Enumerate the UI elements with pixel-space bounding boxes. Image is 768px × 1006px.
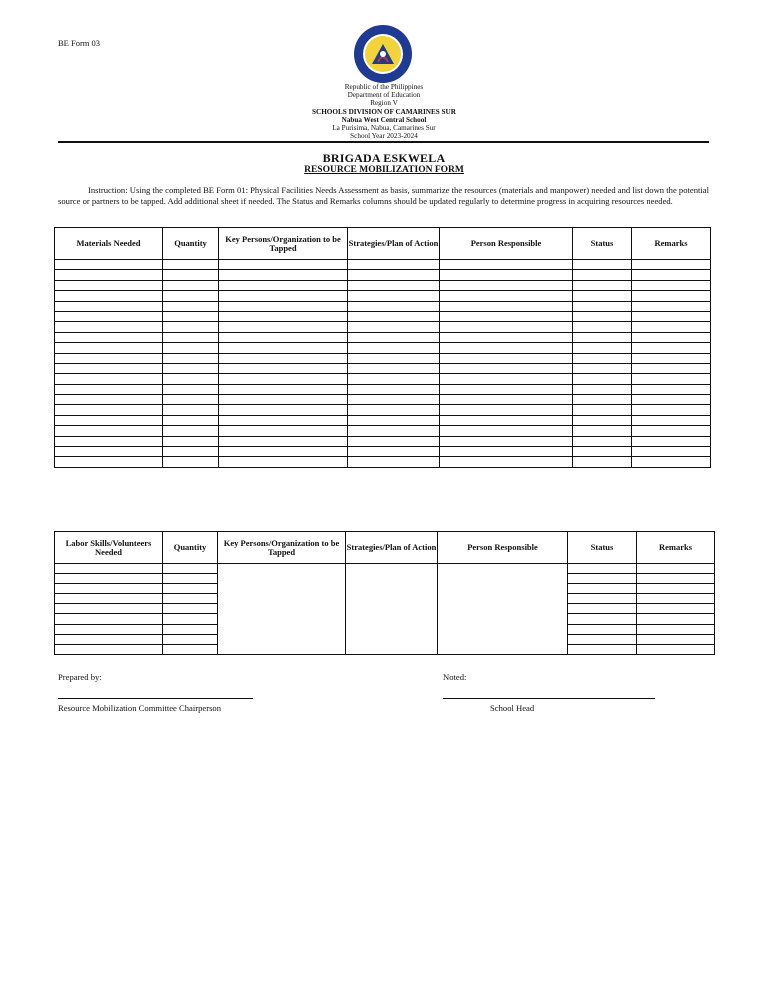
table-cell[interactable] (219, 363, 348, 373)
table-cell[interactable] (55, 574, 163, 584)
table-cell[interactable] (163, 624, 218, 634)
table-cell[interactable] (348, 343, 440, 353)
table-cell[interactable] (163, 634, 218, 644)
table-cell[interactable] (632, 363, 711, 373)
table-row (55, 301, 711, 311)
table-cell[interactable] (219, 270, 348, 280)
table-row (55, 405, 711, 415)
table-cell[interactable] (55, 384, 163, 394)
table-cell[interactable] (219, 353, 348, 363)
table-row (55, 457, 711, 467)
table-cell[interactable] (568, 594, 637, 604)
table-cell[interactable] (348, 270, 440, 280)
table-cell[interactable] (55, 332, 163, 342)
table-cell[interactable] (55, 644, 163, 654)
table-row (55, 363, 711, 373)
header-division: SCHOOLS DIVISION OF CAMARINES SUR (312, 107, 456, 116)
table-cell[interactable] (440, 436, 573, 446)
labor-table (54, 531, 715, 655)
table-cell[interactable] (163, 301, 219, 311)
table-cell[interactable] (55, 260, 163, 270)
table-cell[interactable] (163, 447, 219, 457)
table-cell[interactable] (163, 343, 219, 353)
table-cell[interactable] (573, 343, 632, 353)
table-cell[interactable] (55, 624, 163, 634)
table-cell[interactable] (348, 436, 440, 446)
table-cell[interactable] (440, 311, 573, 321)
table-cell[interactable] (55, 426, 163, 436)
table-cell[interactable] (632, 311, 711, 321)
col-header: Quantity (163, 228, 219, 260)
table-row (55, 426, 711, 436)
table-cell[interactable] (163, 363, 219, 373)
page-title: BRIGADA ESKWELA (322, 151, 446, 165)
table-cell[interactable] (632, 374, 711, 384)
table-cell[interactable] (637, 594, 715, 604)
table-cell[interactable] (163, 270, 219, 280)
col-header: Status (573, 228, 632, 260)
table-cell[interactable] (219, 260, 348, 270)
table-cell[interactable] (219, 447, 348, 457)
table-cell[interactable] (55, 343, 163, 353)
table-cell[interactable] (219, 457, 348, 467)
table-cell[interactable] (348, 415, 440, 425)
table-cell[interactable] (637, 584, 715, 594)
table-cell[interactable] (440, 343, 573, 353)
noted-signature-line (443, 698, 655, 699)
table-cell[interactable] (440, 270, 573, 280)
table-cell[interactable] (55, 311, 163, 321)
table-cell[interactable] (568, 564, 637, 574)
col-header: Quantity (163, 532, 218, 564)
table-cell[interactable] (55, 374, 163, 384)
header-school-year: School Year 2023-2024 (350, 132, 418, 141)
table-cell[interactable] (163, 426, 219, 436)
table-cell[interactable] (163, 405, 219, 415)
table-cell[interactable] (573, 260, 632, 270)
table-cell[interactable] (348, 322, 440, 332)
header-line: Region V (370, 99, 398, 108)
table-cell[interactable] (573, 270, 632, 280)
table-cell[interactable] (440, 301, 573, 311)
table-cell[interactable] (348, 353, 440, 363)
table-cell[interactable] (637, 604, 715, 614)
table-row (55, 291, 711, 301)
table-cell[interactable] (55, 415, 163, 425)
table-row (55, 384, 711, 394)
labor-header-row (55, 532, 715, 564)
table-row (55, 395, 711, 405)
table-cell[interactable] (55, 436, 163, 446)
table-cell[interactable] (348, 301, 440, 311)
table-cell[interactable] (440, 374, 573, 384)
table-row (55, 415, 711, 425)
table-row (55, 436, 711, 446)
table-row (55, 374, 711, 384)
form-code: BE Form 03 (58, 38, 101, 48)
table-cell[interactable] (219, 343, 348, 353)
table-cell[interactable] (440, 405, 573, 415)
table-cell[interactable] (573, 447, 632, 457)
table-cell[interactable] (632, 384, 711, 394)
table-cell[interactable] (219, 384, 348, 394)
table-cell[interactable] (568, 644, 637, 654)
table-cell[interactable] (219, 395, 348, 405)
table-cell[interactable] (632, 426, 711, 436)
prepared-role: Resource Mobilization Committee Chairperson (58, 703, 222, 713)
table-cell[interactable] (55, 301, 163, 311)
table-cell[interactable] (55, 457, 163, 467)
table-cell[interactable] (55, 564, 163, 574)
table-cell[interactable] (568, 584, 637, 594)
table-cell[interactable] (219, 311, 348, 321)
col-header: Labor Skills/Volunteers Needed (55, 532, 163, 564)
col-header: Key Persons/Organization to be Tapped (218, 532, 346, 564)
table-row (55, 311, 711, 321)
col-header: Materials Needed (55, 228, 163, 260)
table-cell[interactable] (219, 322, 348, 332)
table-cell[interactable] (573, 405, 632, 415)
table-cell[interactable] (637, 574, 715, 584)
table-cell[interactable] (55, 363, 163, 373)
table-row (55, 260, 711, 270)
materials-header-row (55, 228, 711, 260)
table-cell[interactable] (163, 395, 219, 405)
table-cell[interactable] (219, 280, 348, 290)
table-cell[interactable] (632, 280, 711, 290)
table-cell[interactable] (348, 447, 440, 457)
table-cell[interactable] (348, 291, 440, 301)
table-cell[interactable] (637, 564, 715, 574)
table-cell[interactable] (163, 353, 219, 363)
table-cell[interactable] (348, 384, 440, 394)
table-cell[interactable] (55, 584, 163, 594)
table-cell[interactable] (163, 584, 218, 594)
table-cell[interactable] (568, 624, 637, 634)
table-cell[interactable] (632, 343, 711, 353)
table-cell[interactable] (55, 634, 163, 644)
col-header: Remarks (632, 228, 711, 260)
materials-table (54, 227, 711, 468)
table-cell[interactable] (632, 291, 711, 301)
table-cell[interactable] (440, 260, 573, 270)
table-cell[interactable] (568, 614, 637, 624)
table-cell[interactable] (440, 384, 573, 394)
table-cell[interactable] (632, 436, 711, 446)
table-cell[interactable] (55, 280, 163, 290)
table-cell[interactable] (348, 363, 440, 373)
table-cell[interactable] (573, 353, 632, 363)
table-cell[interactable] (219, 374, 348, 384)
table-cell[interactable] (573, 363, 632, 373)
instruction-text: Instruction: Using the completed BE Form 01: Physical Facilities Needs Assessment as basis, summarize the resources (materials and manpower) needed and list down the potential source or partners to be tapped. Add additional sheet if needed. The Status and Remarks columns should be updated regularly to determine progress in acquiring resources needed. (58, 185, 709, 206)
table-cell[interactable] (568, 604, 637, 614)
table-cell[interactable] (440, 280, 573, 290)
col-header: Strategies/Plan of Action (348, 228, 440, 260)
table-cell[interactable] (440, 332, 573, 342)
table-cell[interactable] (346, 564, 438, 655)
table-cell[interactable] (218, 564, 346, 655)
table-cell[interactable] (55, 614, 163, 624)
table-cell[interactable] (348, 260, 440, 270)
table-cell[interactable] (440, 353, 573, 363)
table-cell[interactable] (348, 311, 440, 321)
table-cell[interactable] (440, 415, 573, 425)
table-cell[interactable] (163, 384, 219, 394)
table-cell[interactable] (163, 415, 219, 425)
table-cell[interactable] (348, 332, 440, 342)
header-line: Department of Education (347, 91, 421, 100)
table-cell[interactable] (440, 322, 573, 332)
prepared-signature-line (58, 698, 253, 699)
table-cell[interactable] (55, 395, 163, 405)
noted-role: School Head (490, 703, 535, 713)
table-cell[interactable] (219, 332, 348, 342)
table-cell[interactable] (348, 395, 440, 405)
col-header: Key Persons/Organization to be Tapped (219, 228, 348, 260)
table-cell[interactable] (55, 322, 163, 332)
table-row (55, 343, 711, 353)
table-cell[interactable] (163, 436, 219, 446)
table-cell[interactable] (632, 353, 711, 363)
prepared-by-label: Prepared by: (58, 672, 102, 682)
col-header: Remarks (637, 532, 715, 564)
table-cell[interactable] (438, 564, 568, 655)
table-cell[interactable] (632, 301, 711, 311)
table-cell[interactable] (632, 447, 711, 457)
header-line: Republic of the Philippines (344, 83, 424, 91)
col-header: Person Responsible (438, 532, 568, 564)
table-cell[interactable] (637, 634, 715, 644)
table-cell[interactable] (573, 415, 632, 425)
noted-label: Noted: (443, 672, 467, 682)
table-cell[interactable] (573, 426, 632, 436)
table-cell[interactable] (163, 280, 219, 290)
col-header: Status (568, 532, 637, 564)
table-cell[interactable] (163, 594, 218, 604)
table-cell[interactable] (632, 332, 711, 342)
table-cell[interactable] (219, 415, 348, 425)
col-header: Strategies/Plan of Action (346, 532, 438, 564)
table-row (55, 270, 711, 280)
table-row (55, 332, 711, 342)
table-cell[interactable] (163, 457, 219, 467)
deped-seal-icon (348, 24, 418, 84)
table-cell[interactable] (573, 457, 632, 467)
table-cell[interactable] (55, 291, 163, 301)
table-cell[interactable] (573, 395, 632, 405)
table-cell[interactable] (163, 291, 219, 301)
table-cell[interactable] (440, 395, 573, 405)
school-header (0, 83, 768, 140)
table-cell[interactable] (219, 436, 348, 446)
table-cell[interactable] (55, 405, 163, 415)
table-cell[interactable] (55, 270, 163, 280)
table-row (55, 280, 711, 290)
table-cell[interactable] (348, 426, 440, 436)
table-cell[interactable] (573, 332, 632, 342)
table-cell[interactable] (163, 311, 219, 321)
table-cell[interactable] (637, 644, 715, 654)
table-cell[interactable] (573, 436, 632, 446)
table-cell[interactable] (573, 280, 632, 290)
table-cell[interactable] (55, 353, 163, 363)
table-cell[interactable] (637, 614, 715, 624)
table-cell[interactable] (55, 447, 163, 457)
table-cell[interactable] (219, 405, 348, 415)
table-cell[interactable] (55, 604, 163, 614)
table-cell[interactable] (632, 395, 711, 405)
table-row (55, 447, 711, 457)
table-cell[interactable] (348, 374, 440, 384)
table-cell[interactable] (163, 260, 219, 270)
table-cell[interactable] (568, 574, 637, 584)
table-cell[interactable] (573, 291, 632, 301)
table-cell[interactable] (632, 415, 711, 425)
table-cell[interactable] (348, 280, 440, 290)
table-cell[interactable] (632, 405, 711, 415)
col-header: Person Responsible (440, 228, 573, 260)
table-cell[interactable] (440, 447, 573, 457)
table-cell[interactable] (219, 291, 348, 301)
table-cell[interactable] (219, 426, 348, 436)
table-cell[interactable] (440, 291, 573, 301)
page-subtitle: RESOURCE MOBILIZATION FORM (304, 165, 464, 175)
table-cell[interactable] (632, 260, 711, 270)
table-cell[interactable] (163, 644, 218, 654)
header-address: La Purisima, Nabua, Camarines Sur (332, 124, 436, 133)
header-school: Nabua West Central School (341, 115, 427, 124)
table-cell[interactable] (573, 384, 632, 394)
table-cell[interactable] (440, 457, 573, 467)
table-cell[interactable] (573, 322, 632, 332)
table-row (55, 322, 711, 332)
table-cell[interactable] (163, 604, 218, 614)
table-row (55, 353, 711, 363)
table-cell[interactable] (55, 594, 163, 604)
table-cell[interactable] (573, 374, 632, 384)
table-cell[interactable] (163, 574, 218, 584)
table-cell[interactable] (573, 301, 632, 311)
table-cell[interactable] (163, 564, 218, 574)
table-cell[interactable] (632, 457, 711, 467)
table-cell[interactable] (440, 426, 573, 436)
table-cell[interactable] (632, 322, 711, 332)
header-divider (58, 141, 709, 143)
table-cell[interactable] (440, 363, 573, 373)
table-cell[interactable] (637, 624, 715, 634)
table-cell[interactable] (348, 405, 440, 415)
table-cell[interactable] (632, 270, 711, 280)
table-row (55, 564, 715, 574)
table-cell[interactable] (573, 311, 632, 321)
table-cell[interactable] (219, 301, 348, 311)
table-cell[interactable] (348, 457, 440, 467)
table-cell[interactable] (163, 332, 219, 342)
table-cell[interactable] (163, 322, 219, 332)
table-cell[interactable] (163, 374, 219, 384)
table-cell[interactable] (163, 614, 218, 624)
table-cell[interactable] (568, 634, 637, 644)
